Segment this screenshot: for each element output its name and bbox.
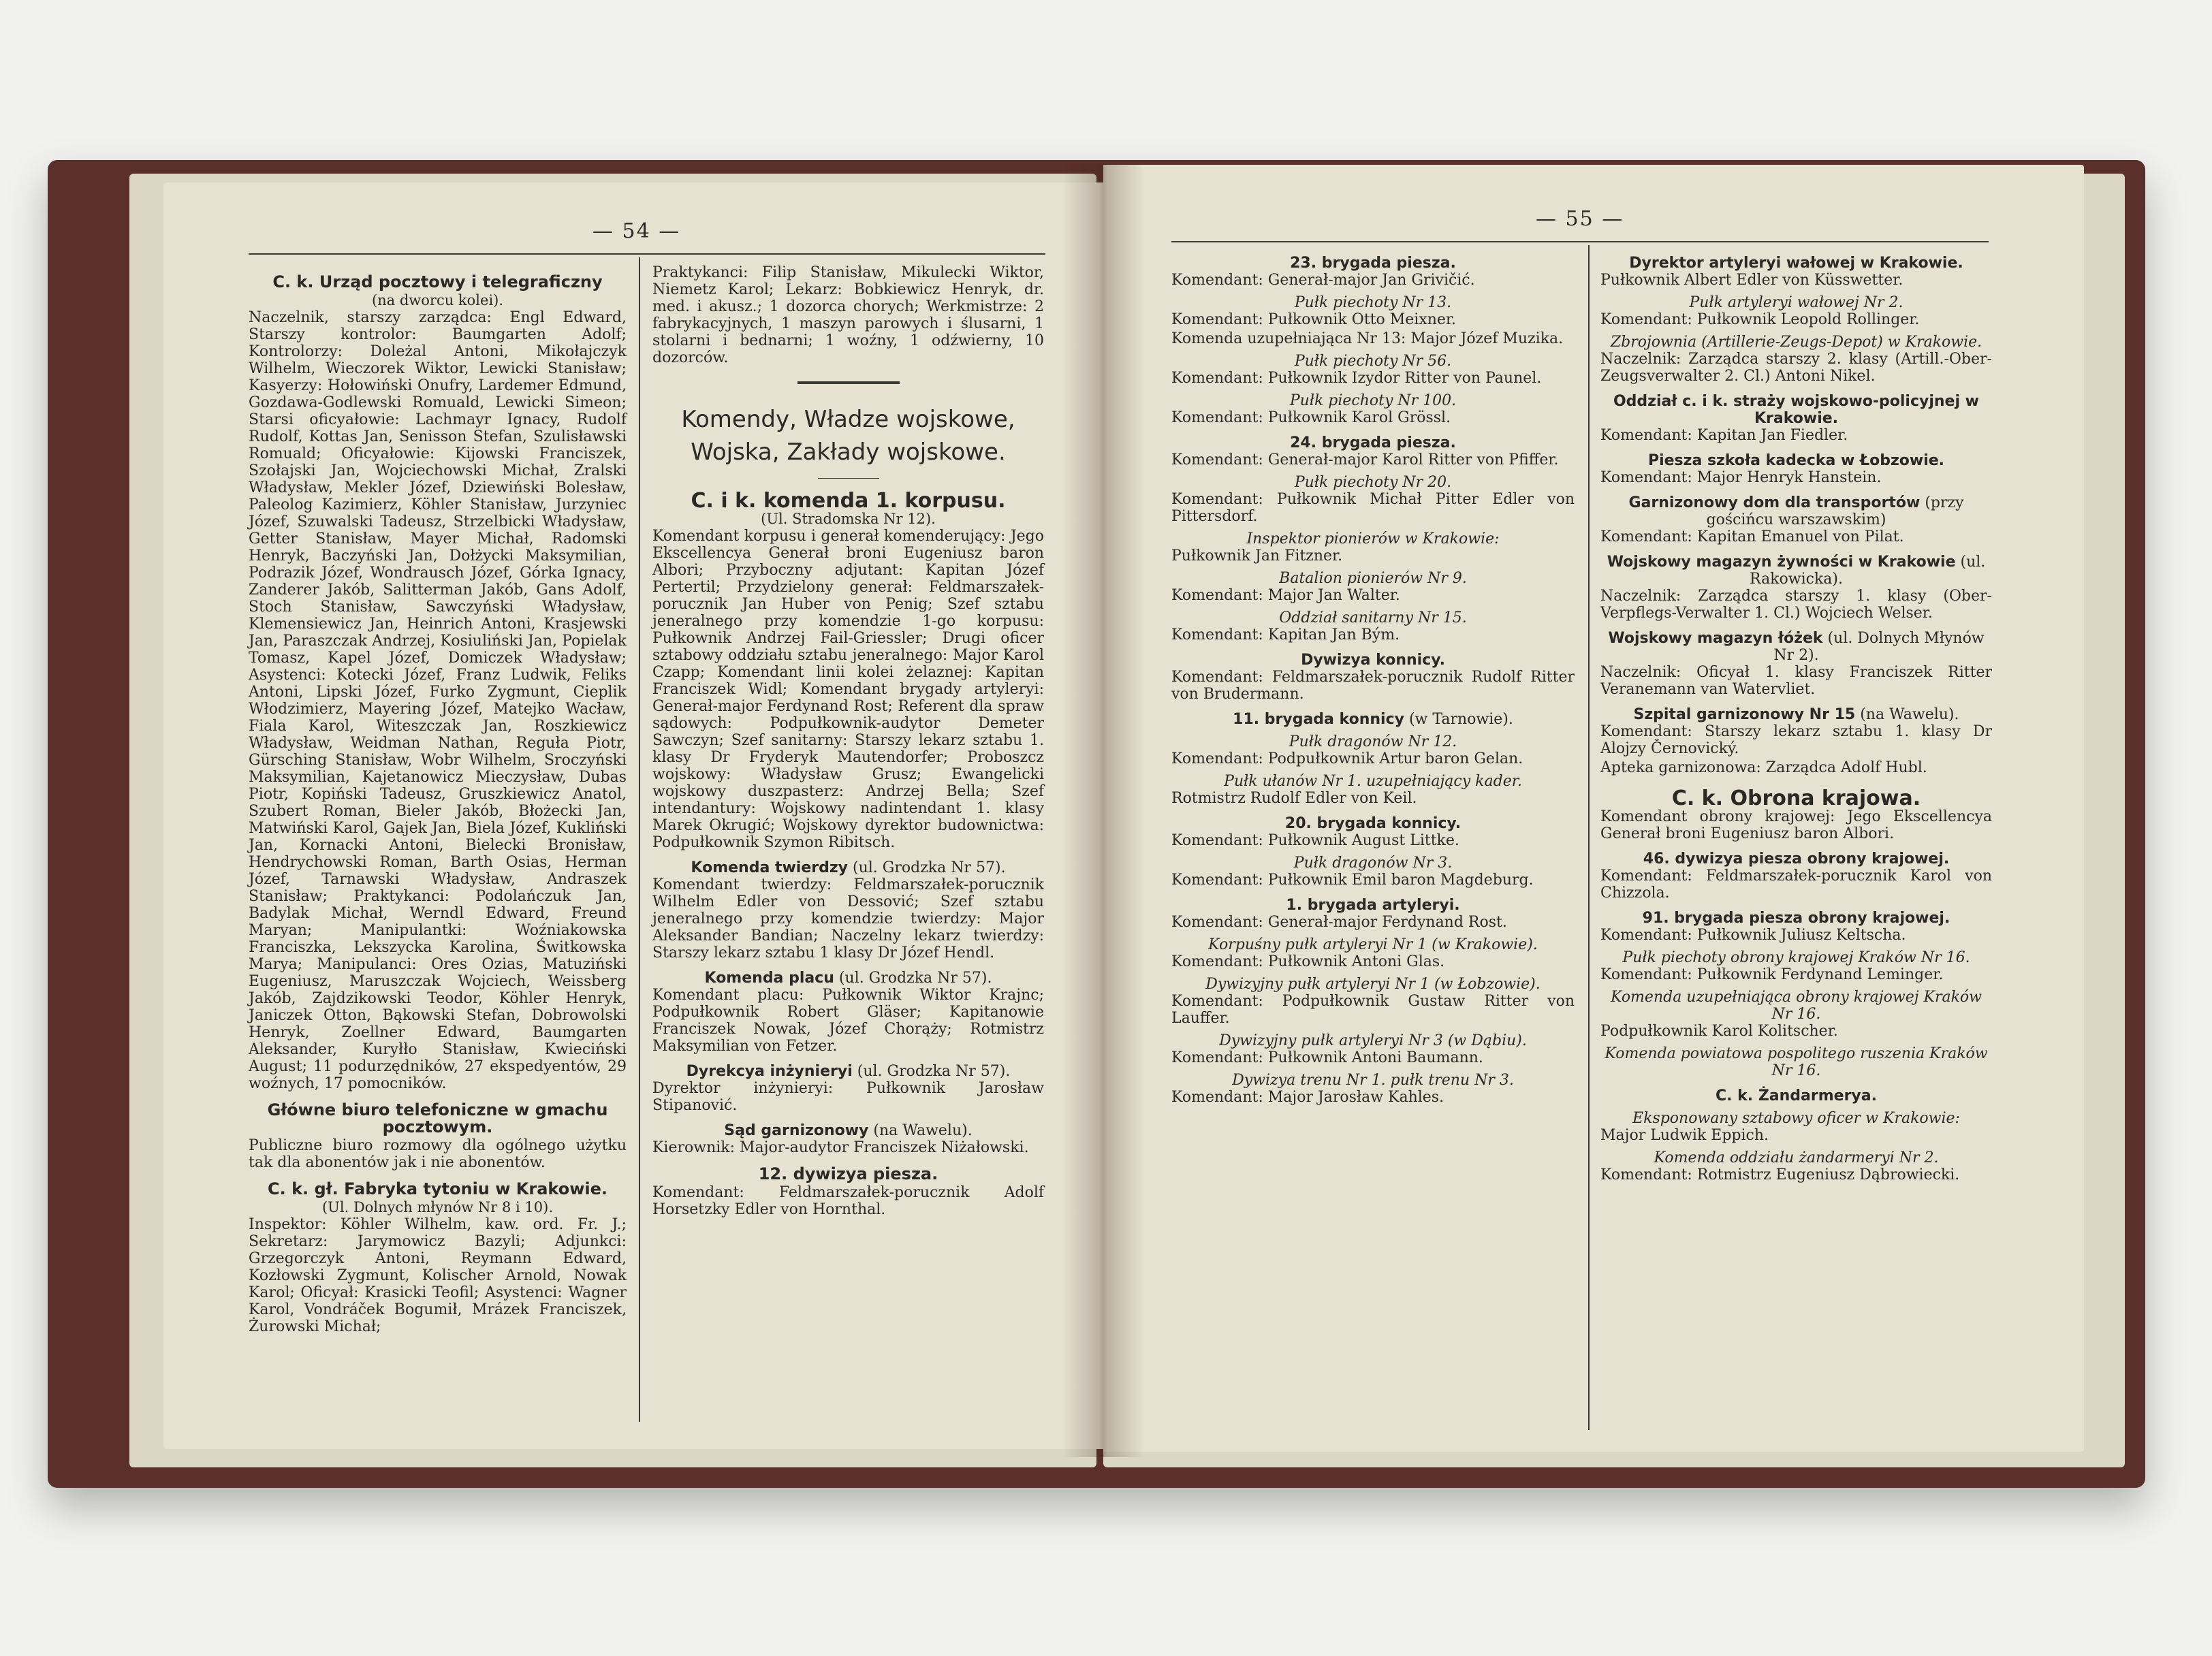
entry-line: Major Ludwik Eppich. [1600, 1127, 1769, 1144]
paragraph: Naczelnik, starszy zarządca: Engl Edward, Starszy kontrolor: Baumgarten Adolf; Kontrolorzy: Doleżal Antoni, Mikołajczyk Wilhelm, Wieczorek Wiktor, Lewicki Stanisław; Kasyerzy: Hołowiński Onufry, Lardemer Edmund, Gozdawa-Godlewski Romuald, Lewicki Simeon; Starsi oficyałowie: Lachmayr Ignacy, Rudolf Rudolf, Kottas Jan, Senisson Stefan, Szulisławski Romuald; Oficyałowie: Kijowski Franciszek, Szołajski Jan, Wojciechowski Michał, Zralski Władysław, Mekler Józef, Dziewiński Bolesław, Paleolog Kazimierz, Köhler Stanisław, Jurzyniec Józef, Szuwalski Tadeusz, Strzelbicki Władysław, Getter Stanisław, Mayer Michał, Radomski Henryk, Baczyński Jan, Dołżycki Maksymilian, Podrazik Józef, Wondrausch Józef, Górka Ignacy, Zanderer Jakób, Salitterman Jakób, Gans Adolf, Stoch Stanisław, Sawczyński Władysław, Klemensiewicz Jan, Heinrich Antoni, Krasjewski Jan, Paraszczak Andrzej, Kosiuliński Jan, Popielak Tomasz, Kapel Józef, Domiczek Władysław; Asystenci: Kotecki Józef, Franz Ludwik, Feliks Antoni, Lipski Józef, Furko Zygmunt, Cieplik Włodzimierz, Mayering Józef, Matejko Wacław, Fiala Karol, Witeszczak Jan, Roszkiewicz Władysław, Weidman Nathan, Reguła Piotr, Gürsching Stanisław, Wobr Wilhelm, Sroczyński Maksymilian, Kajetanowicz Mieczysław, Dubas Piotr, Kopiński Tadeusz, Gruszkiewicz Anatol, Szubert Roman, Bieler Jakób, Błożecki Jan, Matwiński Karol, Gajek Jan, Biela Józef, Kukliński Jan, Kornacki Antoni, Bielecki Bronisław, Hendrychowski Roman, Barth Osias, Herman Józef, Tarnawski Władysław, Andraszek Stanisław; Praktykanci: Podolańczuk Jan, Badylak Michał, Werndl Edward, Freund Maryan; Manipulantki: Woźniakowska Franciszka, Lekszycka Karolina, Świtkowska Marya; Manipulanci: Ores Ozias, Matuziński Eugeniusz, Maruszczak Wojciech, Weissberg Jakób, Zajdzikowski Teodor, Köhler Henryk, Janiczek Otton, Bąkowski Stefan, Dobrowolski Henryk, Zoellner Edward, Baumgarten Aleksander, Kuryłło Stanisław, Kwieciński August; 11 podurzędników, 27 ekspedyentów, 29 woźnych, 17 pomocników. [249, 309, 627, 1092]
paragraph: Inspektor: Köhler Wilhelm, kaw. ord. Fr. J.; Sekretarz: Jarymowicz Bazyli; Adjunkci: Grzegorczyk Antoni, Reymann Edward, Kozłowski Zygmunt, Kolischer Arnold, Nowak Karol; Oficyał: Krasicki Teofil; Asystenci: Wagner Karol, Vondráček Bogumił, Mrázek Franciszek, Żurowski Michał; [249, 1216, 627, 1335]
unit-heading: Pułk ułanów Nr 1. uzupełniający kader. [1224, 773, 1522, 790]
entry-line: Komendant: Pułkownik Karol Grössl. [1171, 409, 1451, 426]
entry-line: Komendant: Major Henryk Hanstein. [1600, 469, 1882, 486]
entry-line: Komendant: Pułkownik Otto Meixner. [1171, 311, 1457, 328]
entry-line: Komendant: Major Jarosław Kahles. [1171, 1089, 1444, 1106]
right-page [1103, 165, 2084, 1452]
unit-heading: Pułk dragonów Nr 3. [1293, 855, 1453, 872]
paragraph: Dyrektor inżynieryi: Pułkownik Jarosław Stipanović. [652, 1080, 1044, 1114]
unit-heading: Oddział sanitarny Nr 15. [1279, 609, 1467, 626]
entry-heading: 23. brygada piesza. [1290, 255, 1456, 272]
unit-heading: Komenda uzupełniająca obrony krajowej Kraków Nr 16. [1610, 989, 1982, 1023]
entry-heading: 1. brygada artyleryi. [1286, 897, 1460, 914]
unit-heading: Pułk dragonów Nr 12. [1289, 733, 1457, 750]
entry-line: Komendant: Generał-major Karol Ritter von Pfiffer. [1171, 451, 1559, 468]
title-rule [818, 478, 879, 479]
entry-line: Komendant: Pułkownik Ferdynand Leminger. [1600, 966, 1944, 983]
chapter-title: Komendy, Władze wojskowe, Wojska, Zakłady wojskowe. [681, 406, 1015, 466]
column-divider [1588, 245, 1590, 1430]
entry-line: Komendant: Major Jan Walter. [1171, 587, 1400, 604]
section-heading: 12. dywizya piesza. [758, 1164, 938, 1183]
section-heading: C. i k. komenda 1. korpusu. [691, 489, 1006, 513]
entry-line: Komendant: Pułkownik Juliusz Keltscha. [1600, 927, 1906, 944]
entry-heading: 91. brygada piesza obrony krajowej. [1642, 910, 1950, 927]
unit-heading: Pułk artyleryi wałowej Nr 2. [1689, 294, 1903, 311]
entry-line: Podpułkownik Karol Kolitscher. [1600, 1023, 1838, 1040]
entry-line: Komendant: Pułkownik Izydor Ritter von Paunel. [1171, 370, 1542, 387]
entry-heading: C. k. Żandarmerya. [1716, 1087, 1877, 1104]
entry-line: Komenda uzupełniająca Nr 13: Major Józef Muzika. [1171, 330, 1564, 347]
header-rule [249, 253, 1045, 255]
unit-heading: Eksponowany sztabowy oficer w Krakowie: [1632, 1110, 1960, 1127]
paragraph: Komendant placu: Pułkownik Wiktor Krajnc; Podpułkownik Robert Gläser; Kapitanowie Franciszek Nowak, Józef Chorąży; Rotmistrz Maksymilian von Fetzer. [652, 987, 1044, 1055]
entry-line: Komendant: Rotmistrz Eugeniusz Dąbrowiecki. [1600, 1166, 1960, 1183]
paragraph: Komendant twierdzy: Feldmarszałek-porucznik Wilhelm Edler von Dessović; Szef sztabu jeneralnego przy komendzie twierdzy: Major Aleksander Bandian; Naczelny lekarz twierdzy: Starszy lekarz sztabu 1 klasy Dr Józef Hendl. [652, 876, 1044, 961]
unit-heading: Dywizyjny pułk artyleryi Nr 3 (w Dąbiu). [1219, 1032, 1527, 1049]
entry-line: Naczelnik: Zarządca starszy 1. klasy (Ober-Verpflegs-Verwalter 1. Cl.) Wojciech Welser. [1600, 588, 1992, 622]
unit-heading: Komenda powiatowa pospolitego ruszenia Kraków Nr 16. [1605, 1045, 1988, 1079]
entry-line: Komendant: Pułkownik Antoni Glas. [1171, 953, 1445, 970]
entry-line: Komendant: Kapitan Jan Fiedler. [1600, 427, 1848, 444]
entry-heading: Komenda placu (ul. Grodzka Nr 57). [704, 970, 992, 987]
entry-heading: 20. brygada konnicy. [1284, 815, 1462, 832]
entry-heading: Wojskowy magazyn łóżek (ul. Dolnych Młynów Nr 2). [1608, 630, 1985, 664]
entry-heading: Sąd garnizonowy (na Wawelu). [724, 1122, 973, 1139]
right-column-2 [1600, 246, 1992, 1185]
entry-heading: Dyrektor artyleryi wałowej w Krakowie. [1629, 255, 1963, 272]
unit-heading: Dywizya trenu Nr 1. pułk trenu Nr 3. [1232, 1072, 1514, 1089]
section-rule [797, 381, 900, 384]
left-page [163, 182, 1103, 1449]
entry-line: Komendant: Pułkownik August Littke. [1171, 832, 1459, 849]
entry-heading: Dywizya konnicy. [1301, 652, 1445, 669]
section-heading: C. k. Obrona krajowa. [1671, 786, 1921, 810]
entry-line: Komendant: Pułkownik Michał Pitter Edler von Pittersdorf. [1171, 491, 1575, 525]
section-heading: Główne biuro telefoniczne w gmachu pocztowym. [267, 1100, 608, 1136]
entry-line: Apteka garnizonowa: Zarządca Adolf Hubl. [1600, 759, 1927, 776]
paragraph: Publiczne biuro rozmowy dla ogólnego użytku tak dla abonentów jak i nie abonentów. [249, 1137, 627, 1171]
right-column-1 [1171, 246, 1575, 1108]
page-number: — 54 — [592, 219, 681, 243]
unit-heading: Batalion pionierów Nr 9. [1279, 570, 1467, 587]
paragraph: Praktykanci: Filip Stanisław, Mikulecki Wiktor, Niemetz Karol; Lekarz: Bobkiewicz Henryk, dr. med. i akusz.; 1 dozorca chorych; Werkmistrze: 2 fabrykacyjnych, 1 maszyn parowych i ślusarni, 1 stolarni i bednarni; 1 woźny, 1 odźwierny, 10 dozorców. [652, 264, 1044, 366]
entry-heading: Garnizonowy dom dla transportów (przy gościńcu warszawskim) [1628, 494, 1964, 528]
entry-heading: Oddział c. i k. straży wojskowo-policyjnej w Krakowie. [1613, 393, 1979, 427]
unit-heading: Pułk piechoty Nr 56. [1294, 353, 1452, 370]
section-subheading: (Ul. Stradomska Nr 12). [761, 511, 936, 527]
column-divider [639, 257, 640, 1422]
entry-heading: Szpital garnizonowy Nr 15 (na Wawelu). [1633, 706, 1959, 723]
entry-line: Komendant: Pułkownik Antoni Baumann. [1171, 1049, 1483, 1066]
entry-line: Komendant: Pułkownik Leopold Rollinger. [1600, 311, 1920, 328]
entry-heading: 46. dywizya piesza obrony krajowej. [1643, 850, 1950, 867]
entry-heading: 11. brygada konnicy (w Tarnowie). [1233, 711, 1513, 728]
left-column-1 [249, 264, 627, 1337]
entry-line: Pułkownik Jan Fitzner. [1171, 547, 1343, 564]
unit-heading: Dywizyjny pułk artyleryi Nr 1 (w Łobzowie). [1205, 976, 1540, 993]
entry-heading: Piesza szkoła kadecka w Łobzowie. [1647, 452, 1945, 469]
section-heading: C. k. Urząd pocztowy i telegraficzny [272, 272, 603, 291]
entry-line: Komendant obrony krajowej: Jego Ekscellencya Generał broni Eugeniusz baron Albori. [1600, 808, 1992, 842]
unit-heading: Zbrojownia (Artillerie-Zeugs-Depot) w Krakowie. [1610, 334, 1982, 351]
header-rule [1171, 241, 1989, 242]
unit-heading: Inspektor pionierów w Krakowie: [1246, 530, 1500, 547]
entry-heading: Dyrekcya inżynieryi (ul. Grodzka Nr 57). [686, 1063, 1011, 1080]
paragraph: Kierownik: Major-audytor Franciszek Niżałowski. [652, 1139, 1029, 1156]
entry-line: Naczelnik: Zarządca starszy 2. klasy (Artill.-Ober-Zeugsverwalter 2. Cl.) Antoni Nikel. [1600, 351, 1992, 385]
entry-line: Komendant: Generał-major Ferdynand Rost. [1171, 914, 1507, 931]
section-heading: C. k. gł. Fabryka tytoniu w Krakowie. [267, 1179, 608, 1198]
paragraph: Komendant korpusu i generał komenderujący: Jego Ekscellencya Generał broni Eugeniusz baron Albori; Przyboczny adjutant: Kapitan Józef Pertertil; Przydzielony generał: Feldmarszałek-porucznik Jan Huber von Penig; Szef sztabu jeneralnego przy komendzie 1-go korpusu: Pułkownik Andrzej Fail-Griessler; Drugi oficer sztabowy oddziału sztabu jeneralnego: Major Karol Czapp; Komendant linii kolei żelaznej: Kapitan Franciszek Widl; Komendant brygady artyleryi: Generał-major Ferdynand Rost; Referent dla spraw sądowych: Podpułkownik-audytor Demeter Sawczyn; Szef sanitarny: Starszy lekarz sztabu 1. klasy Dr Fryderyk Mautendorfer; Proboszcz wojskowy: Władysław Grusz; Ewangelicki wojskowy duszpasterz: Andrzej Bella; Szef intendantury: Wojskowy nadintendant 1. klasy Marek Okrugić; Wojskowy dyrektor budownictwa: Podpułkownik Szymon Ribitsch. [652, 528, 1044, 851]
entry-line: Rotmistrz Rudolf Edler von Keil. [1171, 790, 1417, 807]
entry-line: Naczelnik: Oficyał 1. klasy Franciszek Ritter Veranemann van Watervliet. [1600, 664, 1992, 698]
entry-line: Komendant: Kapitan Emanuel von Pilat. [1600, 528, 1904, 545]
entry-line: Komendant: Feldmarszałek-porucznik Rudolf Ritter von Brudermann. [1171, 669, 1575, 703]
unit-heading: Pułk piechoty obrony krajowej Kraków Nr 16. [1622, 949, 1970, 966]
left-column-2 [652, 264, 1044, 1220]
entry-line: Komendant: Pułkownik Emil baron Magdeburg. [1171, 872, 1534, 889]
unit-heading: Pułk piechoty Nr 20. [1294, 474, 1452, 491]
entry-line: Komendant: Starszy lekarz sztabu 1. klasy Dr Alojzy Černovický. [1600, 723, 1992, 757]
section-subheading: (Ul. Dolnych młynów Nr 8 i 10). [321, 1199, 553, 1215]
paragraph: Komendant: Feldmarszałek-porucznik Adolf Horsetzky Edler von Hornthal. [652, 1184, 1044, 1218]
unit-heading: Korpuśny pułk artyleryi Nr 1 (w Krakowie). [1208, 936, 1538, 953]
entry-line: Komendant: Podpułkownik Artur baron Gelan. [1171, 750, 1523, 767]
entry-line: Komendant: Generał-major Jan Grivičić. [1171, 272, 1475, 289]
entry-line: Komendant: Kapitan Jan Bým. [1171, 626, 1400, 643]
entry-line: Pułkownik Albert Edler von Küsswetter. [1600, 272, 1903, 289]
entry-line: Komendant: Podpułkownik Gustaw Ritter von Lauffer. [1171, 993, 1575, 1027]
entry-line: Komendant: Feldmarszałek-porucznik Karol von Chizzola. [1600, 867, 1992, 902]
page-number: — 55 — [1536, 207, 1624, 231]
entry-heading: 24. brygada piesza. [1290, 434, 1456, 451]
unit-heading: Komenda oddziału żandarmeryi Nr 2. [1654, 1149, 1939, 1166]
section-subheading: (na dworcu kolei). [371, 292, 504, 308]
entry-heading: Komenda twierdzy (ul. Grodzka Nr 57). [691, 859, 1006, 876]
entry-heading: Wojskowy magazyn żywności w Krakowie (ul. Rakowicka). [1607, 554, 1986, 588]
unit-heading: Pułk piechoty Nr 100. [1289, 392, 1457, 409]
unit-heading: Pułk piechoty Nr 13. [1294, 294, 1452, 311]
